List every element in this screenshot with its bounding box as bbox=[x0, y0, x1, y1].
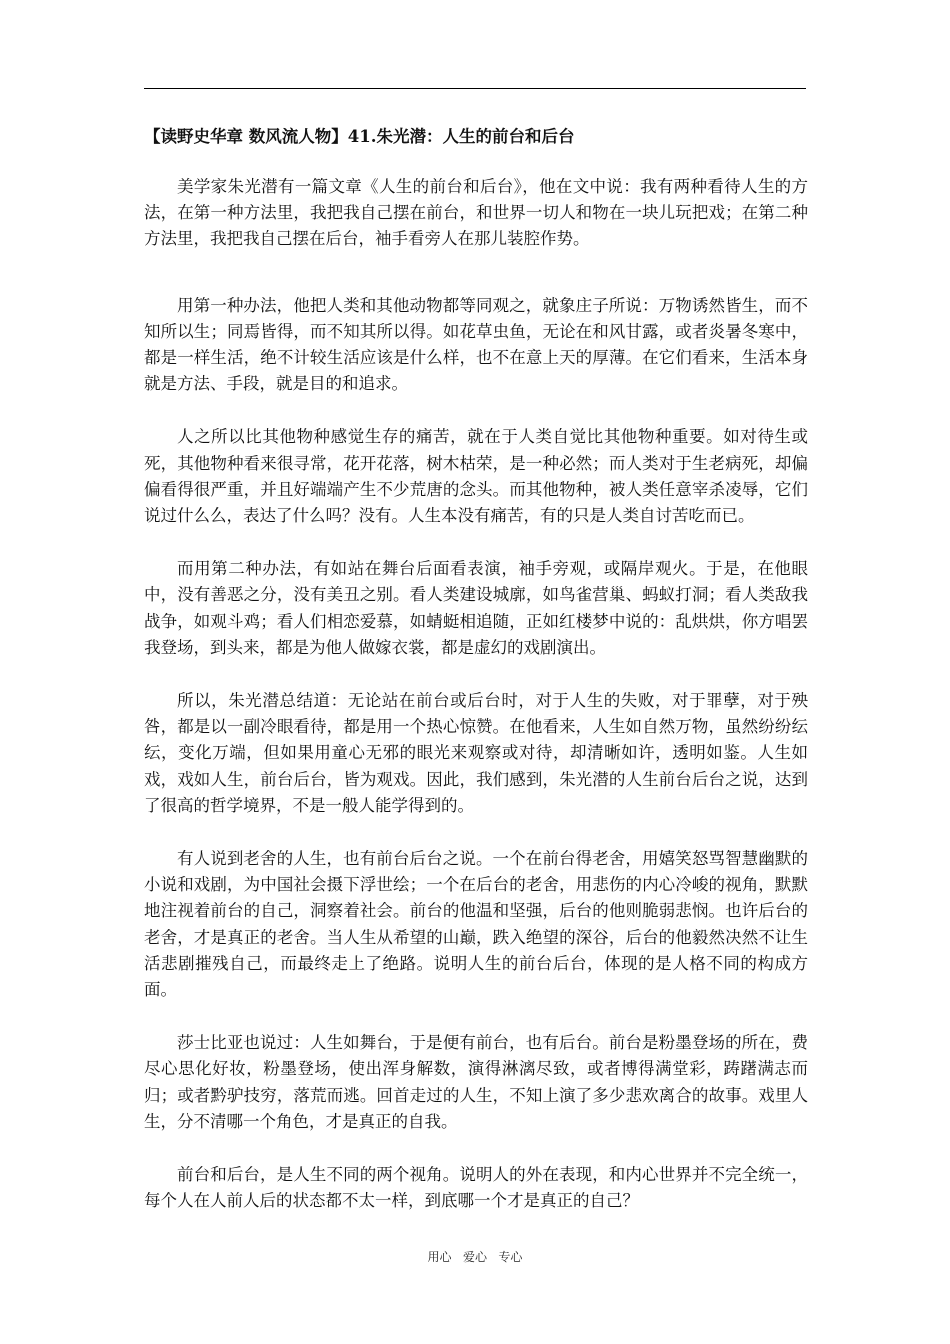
paragraph-5: 所以，朱光潜总结道：无论站在前台或后台时，对于人生的失败，对于罪孽，对于殃咎，都是以一副冷眼看待，都是用一个热心惊赞。在他看来，人生如自然万物，虽然纷纷纭纭，变化万端，但如果用童心无邪的眼光来观察或对待，却清晰如许，透明如鉴。人生如戏，戏如人生，前台后台，皆为观戏。因此，我们感到，朱光潜的人生前台后台之说，达到了很高的哲学境界，不是一般人能学得到的。 bbox=[144, 691, 808, 815]
paragraph-1: 美学家朱光潜有一篇文章《人生的前台和后台》，他在文中说：我有两种看待人生的方法，在第一种方法里，我把我自己摆在前台，和世界一切人和物在一块儿玩把戏；在第二种方法里，我把我自己摆在后台，袖手看旁人在那儿装腔作势。 bbox=[144, 177, 808, 249]
paragraph-2: 用第一种办法，他把人类和其他动物都等同观之，就象庄子所说：万物诱然皆生，而不知所以生；同焉皆得，而不知其所以得。如花草虫鱼，无论在和风甘露，或者炎暑冬寒中，都是一样生活，绝不计较生活应该是什么样，也不在意上天的厚薄。在它们看来，生活本身就是方法、手段，就是目的和追求。 bbox=[144, 295, 808, 394]
article-title: 【读野史华章 数风流人物】41.朱光潜：人生的前台和后台 bbox=[144, 127, 575, 146]
paragraph-8: 前台和后台，是人生不同的两个视角。说明人的外在表现，和内心世界并不完全统一，每个人在人前人后的状态都不太一样，到底哪一个才是真正的自己？ bbox=[144, 1165, 808, 1211]
header-rule bbox=[144, 88, 806, 89]
page-footer: 用心 爱心 专心 bbox=[427, 1250, 523, 1264]
paragraph-4: 而用第二种办法，有如站在舞台后面看表演，袖手旁观，或隔岸观火。于是，在他眼中，没有善恶之分，没有美丑之别。看人类建设城廓，如鸟雀营巢、蚂蚁打洞；看人类敌我战争，如观斗鸡；看人们相恋爱慕，如蜻蜓相追随，正如红楼梦中说的：乱烘烘，你方唱罢我登场，到头来，都是为他人做嫁衣裳，都是虚幻的戏剧演出。 bbox=[144, 559, 808, 657]
paragraph-7: 莎士比亚也说过：人生如舞台，于是便有前台，也有后台。前台是粉墨登场的所在，费尽心思化好妆，粉墨登场，使出浑身解数，演得淋漓尽致，或者博得满堂彩，踌躇满志而归；或者黔驴技穷，落荒而逃。回首走过的人生，不知上演了多少悲欢离合的故事。戏里人生，分不清哪一个角色，才是真正的自我。 bbox=[144, 1033, 808, 1131]
paragraph-6: 有人说到老舍的人生，也有前台后台之说。一个在前台得老舍，用嬉笑怒骂智慧幽默的小说和戏剧，为中国社会摄下浮世绘；一个在后台的老舍，用悲伤的内心冷峻的视角，默默地注视着前台的自己，洞察着社会。前台的他温和坚强，后台的他则脆弱悲悯。也许后台的老舍，才是真正的老舍。当人生从希望的山巅，跌入绝望的深谷，后台的他毅然决然不让生活悲剧摧残自己，而最终走上了绝路。说明人生的前台后台，体现的是人格不同的构成方面。 bbox=[144, 849, 808, 1000]
article-body bbox=[144, 174, 808, 1215]
paragraph-3: 人之所以比其他物种感觉生存的痛苦，就在于人类自觉比其他物种重要。如对待生或死，其他物种看来很寻常，花开花落，树木枯荣，是一种必然；而人类对于生老病死，却偏偏看得很严重，并且好端端产生不少荒唐的念头。而其他物种，被人类任意宰杀凌辱，它们说过什么么，表达了什么吗？没有。人生本没有痛苦，有的只是人类自讨苦吃而已。 bbox=[144, 427, 808, 526]
